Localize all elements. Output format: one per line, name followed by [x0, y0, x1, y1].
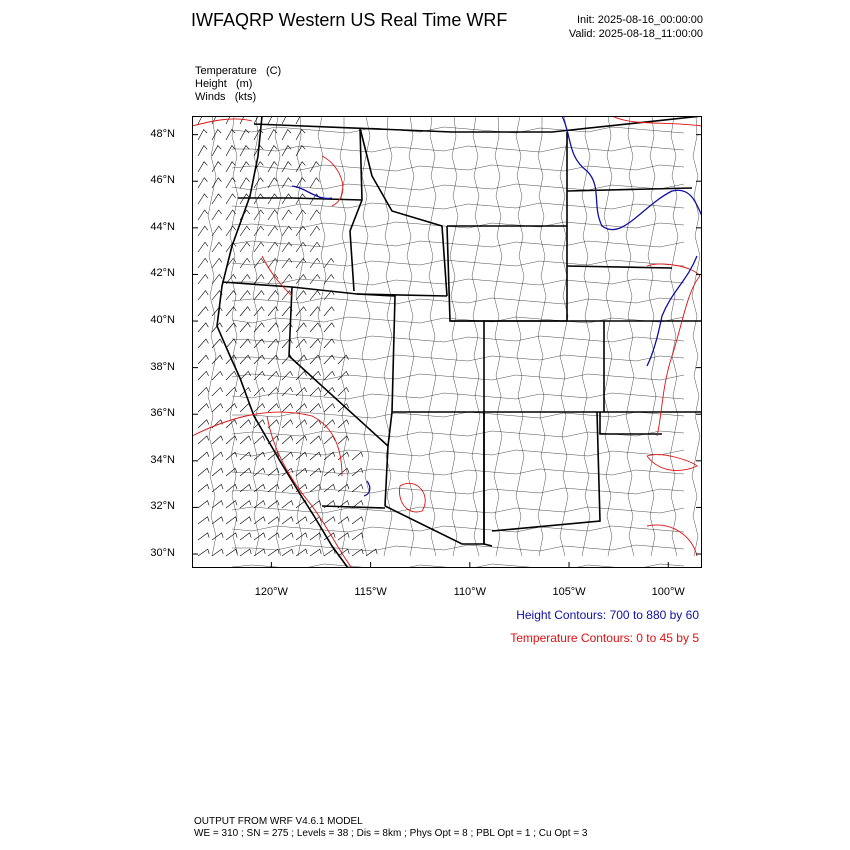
wind-barb — [226, 307, 236, 316]
wind-barb — [324, 258, 334, 268]
wind-barb — [282, 116, 291, 124]
model-version: OUTPUT FROM WRF V4.6.1 MODEL — [194, 816, 363, 827]
wind-barb — [310, 307, 320, 316]
wind-barb — [352, 517, 363, 524]
wind-barb — [254, 436, 265, 444]
wind-barb — [282, 371, 293, 380]
county-line — [232, 545, 684, 551]
wind-barb — [226, 371, 237, 380]
wind-barb — [254, 387, 265, 396]
wind-barb — [338, 355, 349, 364]
wind-barb — [268, 291, 278, 300]
wind-barb — [268, 226, 278, 236]
wind-barb — [324, 404, 335, 412]
wind-barb — [254, 291, 264, 300]
lat-label: 40°N — [150, 314, 175, 327]
wind-barb — [296, 517, 307, 524]
wind-barb — [240, 258, 250, 268]
wind-barb — [212, 307, 222, 316]
wind-barb — [268, 242, 278, 252]
wind-barb — [282, 436, 293, 444]
wind-barb — [296, 549, 307, 556]
state-boundaries — [217, 116, 702, 568]
wind-barb — [310, 468, 321, 476]
wind-barb — [226, 194, 236, 204]
model-footer — [194, 816, 587, 840]
wind-barb — [240, 226, 250, 236]
wind-barb — [268, 194, 278, 204]
county-line — [692, 116, 700, 556]
wind-barb — [212, 517, 223, 524]
wind-barb — [338, 387, 349, 396]
wind-barb — [268, 484, 279, 492]
wind-barb — [310, 242, 320, 252]
wind-barb — [198, 242, 208, 252]
wind-barb — [268, 517, 279, 524]
wind-barb — [310, 323, 320, 332]
sd-ne-border — [567, 266, 672, 268]
wind-barb — [282, 533, 293, 540]
wind-barb — [212, 501, 223, 508]
wind-barb — [324, 452, 335, 460]
wind-barb — [268, 533, 279, 540]
wind-barb — [324, 420, 335, 428]
field-height: Height (m) — [195, 78, 253, 90]
wind-barb — [310, 226, 320, 236]
wind-barb — [282, 291, 292, 300]
wind-barb — [212, 436, 223, 444]
wind-barb — [282, 484, 293, 492]
wind-barb — [198, 162, 207, 172]
wind-barb — [240, 307, 250, 316]
wind-barb — [212, 178, 221, 188]
az-mexico-border — [385, 506, 484, 544]
wind-barb — [282, 162, 291, 172]
county-line — [494, 116, 502, 556]
wind-barb — [198, 468, 209, 476]
wind-barb — [198, 307, 208, 316]
wind-barb — [296, 307, 306, 316]
canada-border — [254, 116, 702, 132]
wind-barb — [240, 501, 251, 508]
county-line — [232, 450, 684, 456]
wind-barb — [212, 371, 223, 380]
valid-time: Valid: 2025-08-18_11:00:00 — [568, 28, 703, 40]
wind-barb — [198, 274, 208, 284]
wind-barb — [296, 436, 307, 444]
county-line — [230, 116, 238, 556]
wind-barb — [240, 323, 250, 332]
county-line — [472, 116, 480, 556]
wind-barb — [212, 387, 223, 396]
wind-barb — [254, 307, 264, 316]
wind-barb — [282, 226, 292, 236]
wind-barb — [240, 517, 251, 524]
wind-barb — [282, 452, 293, 460]
field-temperature: Temperature (C) — [195, 65, 282, 77]
lon-label: 105°W — [552, 586, 586, 598]
wind-barb — [212, 194, 222, 204]
county-line — [340, 116, 348, 556]
wind-barb — [198, 484, 209, 492]
wind-barb — [198, 549, 209, 556]
wind-barb — [296, 291, 306, 300]
wind-barb — [282, 420, 293, 428]
wind-barb — [198, 436, 209, 444]
lon-label: 100°W — [651, 586, 685, 598]
wind-barb — [198, 146, 207, 156]
wind-barbs — [198, 116, 377, 556]
county-line — [362, 116, 370, 556]
wind-barb — [198, 404, 209, 412]
wind-barb — [310, 210, 320, 220]
mt-south-border — [447, 132, 567, 226]
wind-barb — [212, 210, 222, 220]
wind-barb — [310, 404, 321, 412]
lat-label: 36°N — [150, 407, 175, 420]
wind-barb — [198, 533, 209, 540]
wind-barb — [254, 242, 264, 252]
wind-barb — [212, 146, 221, 156]
wind-barb — [226, 129, 235, 140]
wind-barb — [268, 323, 278, 332]
wind-barb — [310, 549, 321, 556]
wind-barb — [282, 258, 292, 268]
wind-barb — [324, 549, 335, 556]
county-line — [232, 298, 684, 304]
county-line — [232, 469, 684, 475]
wind-barb — [254, 355, 265, 364]
wind-barb — [240, 242, 250, 252]
wind-barb — [338, 517, 349, 524]
wind-barb — [212, 355, 223, 364]
wind-barb — [198, 258, 208, 268]
wind-barb — [226, 291, 236, 300]
wind-barb — [212, 468, 223, 476]
wind-barb — [226, 178, 235, 188]
wind-barb — [226, 501, 237, 508]
lat-label: 38°N — [150, 360, 175, 373]
wind-barb — [240, 146, 249, 156]
wind-barb — [198, 194, 208, 204]
wind-barb — [268, 387, 279, 396]
wind-barb — [352, 452, 363, 460]
county-line — [516, 116, 524, 556]
county-line — [450, 116, 458, 556]
wind-barb — [310, 420, 321, 428]
wind-barb — [296, 371, 307, 380]
county-line — [232, 507, 684, 513]
wind-barb — [254, 468, 265, 476]
map-canvas — [192, 116, 702, 568]
wind-barb — [324, 484, 335, 492]
wind-barb — [282, 387, 293, 396]
wind-barb — [226, 436, 237, 444]
county-boundaries — [208, 116, 700, 568]
wind-barb — [212, 452, 223, 460]
wind-barb — [268, 404, 279, 412]
wind-barb — [240, 452, 251, 460]
wind-barb — [198, 210, 208, 220]
wind-barb — [282, 501, 293, 508]
lat-label: 30°N — [150, 547, 175, 560]
wind-barb — [338, 371, 349, 380]
wind-barb — [198, 387, 209, 396]
wind-barb — [296, 258, 306, 268]
wind-barb — [282, 210, 292, 220]
lat-label: 46°N — [150, 174, 175, 187]
wind-barb — [240, 355, 251, 364]
lon-label: 115°W — [354, 586, 387, 598]
county-line — [274, 116, 282, 556]
wind-barb — [198, 371, 209, 380]
wind-barb — [198, 355, 209, 364]
pacific-coastline — [217, 116, 348, 568]
ok-panhandle — [600, 412, 662, 434]
wind-barb — [240, 549, 251, 556]
county-line — [232, 203, 684, 209]
wind-barb — [212, 533, 223, 540]
wind-barb — [268, 549, 279, 556]
wind-barb — [198, 323, 208, 332]
lat-label: 48°N — [150, 127, 175, 140]
wind-barb — [198, 339, 208, 348]
height-contours — [292, 116, 702, 496]
init-time: Init: 2025-08-16_00:00:00 — [577, 14, 703, 26]
wind-barb — [240, 533, 251, 540]
time-info — [569, 13, 703, 41]
wind-barb — [282, 146, 291, 156]
wind-barb — [310, 355, 321, 364]
wind-barb — [296, 323, 306, 332]
nm-tx-border — [492, 412, 600, 531]
temperature-contours-legend: Temperature Contours: 0 to 45 by 5 — [510, 631, 699, 645]
wind-barb — [282, 517, 293, 524]
wind-barb — [198, 226, 208, 236]
wind-barb — [240, 291, 250, 300]
wind-barb — [254, 194, 264, 204]
wind-barb — [226, 533, 237, 540]
wind-barb — [310, 436, 321, 444]
county-line — [428, 116, 436, 556]
wind-barb — [310, 452, 321, 460]
wind-barb — [296, 210, 306, 220]
lon-label: 110°W — [453, 586, 486, 598]
wind-barb — [212, 549, 223, 556]
height-contours-legend: Height Contours: 700 to 880 by 60 — [516, 608, 699, 622]
county-line — [232, 336, 684, 342]
wind-barb — [240, 484, 251, 492]
wy-border — [447, 226, 567, 321]
wind-barb — [296, 420, 307, 428]
county-line — [232, 222, 684, 228]
wind-barb — [282, 178, 291, 188]
id-west-border — [350, 128, 362, 291]
wind-barb — [254, 178, 263, 188]
wind-barb — [268, 116, 277, 124]
wind-barb — [352, 533, 363, 540]
wind-barb — [296, 468, 307, 476]
wind-barb — [198, 501, 209, 508]
wind-barb — [226, 404, 237, 412]
wind-barb — [212, 242, 222, 252]
wind-barb — [324, 371, 335, 380]
nm-border — [484, 412, 492, 546]
wind-barb — [268, 501, 279, 508]
county-line — [232, 241, 684, 247]
lat-label: 44°N — [150, 220, 175, 233]
county-line — [406, 116, 414, 556]
wind-barb — [198, 178, 207, 188]
county-line — [232, 279, 684, 285]
or-ca-border — [222, 282, 357, 294]
model-config: WE = 310 ; SN = 275 ; Levels = 38 ; Dis = 8km ; Phys Opt = 8 ; PBL Opt = 1 ; Cu Opt = 3 — [194, 828, 588, 839]
wind-barb — [282, 194, 292, 204]
map-title: IWFAQRP Western US Real Time WRF — [191, 10, 508, 30]
wind-barb — [198, 129, 207, 140]
wind-barb — [254, 226, 264, 236]
wind-barb — [296, 226, 306, 236]
county-line — [232, 412, 684, 418]
wind-barb — [310, 291, 320, 300]
wind-barb — [198, 291, 208, 300]
wind-barb — [240, 436, 251, 444]
id-mt-border — [360, 128, 447, 296]
wind-barb — [254, 533, 265, 540]
wind-barb — [324, 323, 334, 332]
temperature-contours — [192, 116, 702, 568]
map-border — [193, 117, 702, 568]
wind-barb — [198, 517, 209, 524]
wind-barb — [282, 549, 293, 556]
wind-barb — [254, 258, 264, 268]
map-panel — [192, 116, 702, 568]
lat-label: 34°N — [150, 453, 175, 466]
wind-barb — [324, 436, 335, 444]
wind-barb — [198, 452, 209, 460]
lat-label: 32°N — [150, 500, 175, 513]
wind-barb — [268, 339, 278, 348]
wind-barb — [296, 339, 306, 348]
wind-barb — [282, 404, 293, 412]
wind-barb — [254, 404, 265, 412]
wind-barb — [338, 436, 349, 444]
lat-label: 42°N — [150, 267, 175, 280]
wind-barb — [338, 533, 349, 540]
wind-barb — [310, 339, 320, 348]
co-border — [484, 321, 604, 412]
wind-barb — [226, 387, 237, 396]
county-line — [232, 374, 684, 380]
wind-barb — [254, 129, 263, 140]
wind-barb — [254, 452, 265, 460]
county-line — [626, 116, 634, 556]
az-nm-border — [392, 412, 484, 544]
field-winds: Winds (kts) — [195, 91, 257, 103]
wind-barb — [282, 129, 291, 140]
wind-barb — [324, 339, 334, 348]
wind-barb — [212, 226, 222, 236]
wind-barb — [268, 210, 278, 220]
wind-barb — [338, 468, 349, 476]
ca-mexico-border — [322, 506, 385, 508]
wind-barb — [212, 258, 222, 268]
wind-barb — [352, 484, 363, 492]
wind-barb — [310, 387, 321, 396]
wind-barb — [240, 274, 250, 284]
wind-barb — [240, 339, 250, 348]
wind-barb — [212, 404, 223, 412]
wind-barb — [268, 162, 277, 172]
wind-barb — [240, 468, 251, 476]
wind-barb — [324, 307, 334, 316]
ut-co-border — [450, 321, 484, 412]
wind-barb — [226, 549, 237, 556]
field-list — [195, 65, 281, 104]
wind-barb — [310, 274, 320, 284]
wind-barb — [310, 178, 319, 188]
wind-barb — [212, 129, 221, 140]
wind-barb — [240, 178, 249, 188]
county-line — [604, 116, 612, 556]
wind-barb — [240, 420, 251, 428]
lon-label: 120°W — [254, 586, 288, 598]
wind-barb — [198, 420, 209, 428]
wind-barb — [212, 162, 221, 172]
wind-barb — [324, 517, 335, 524]
wind-barb — [226, 146, 235, 156]
